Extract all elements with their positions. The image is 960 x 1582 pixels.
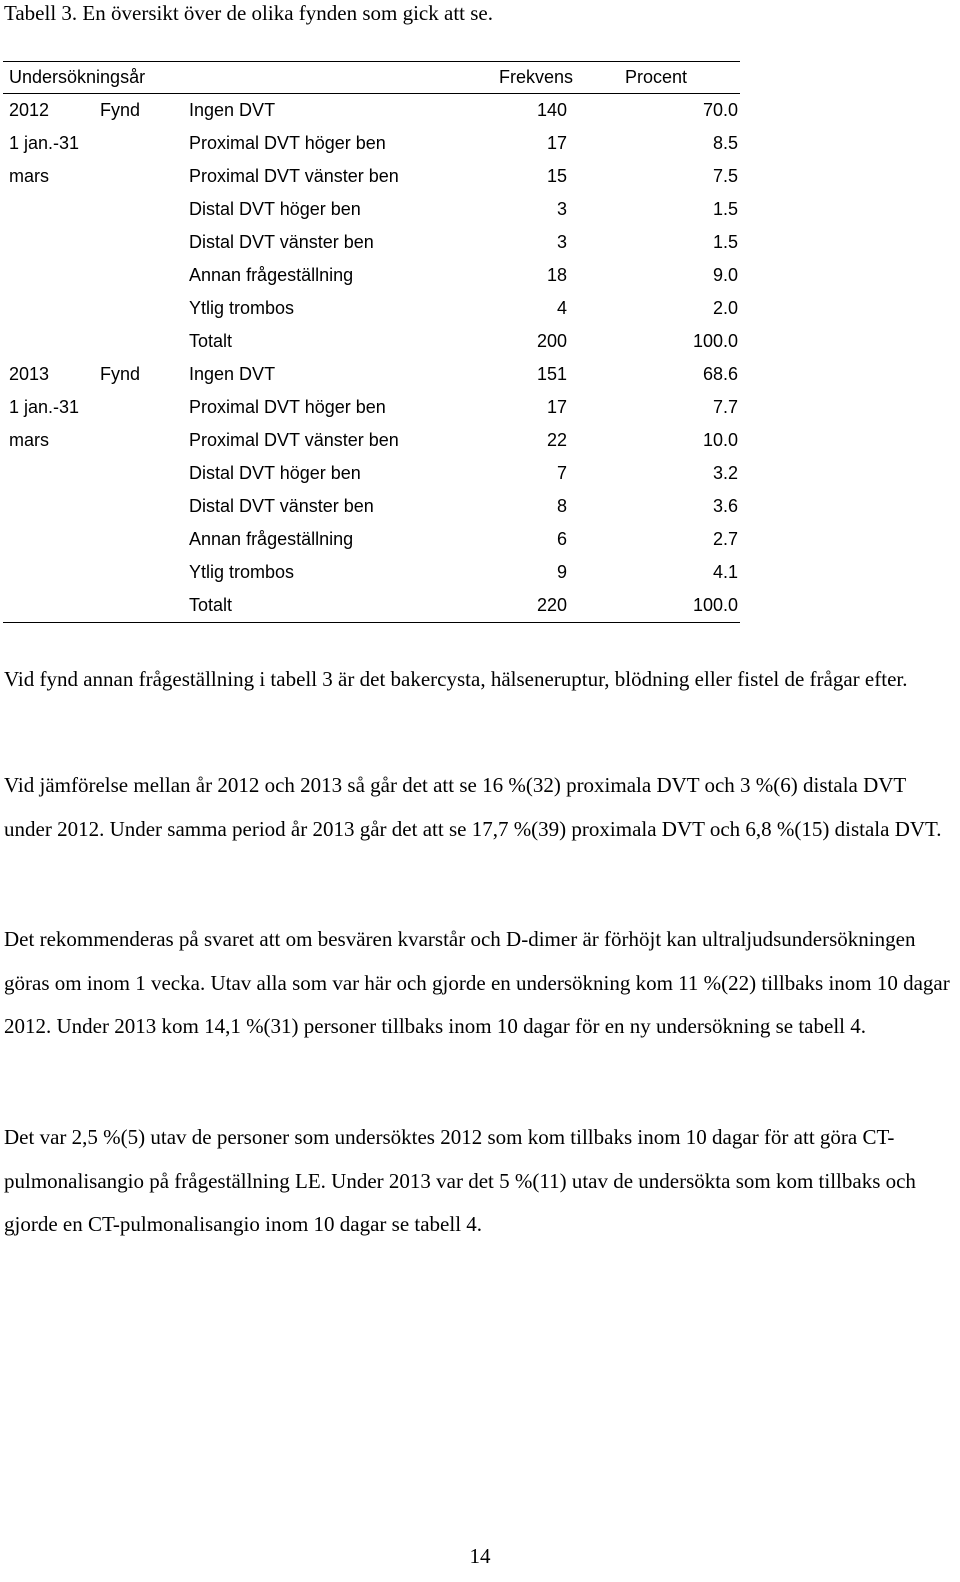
- group-period-end: mars: [9, 166, 49, 186]
- finding-label: Distal DVT vänster ben: [189, 496, 374, 516]
- table-row: [3, 424, 740, 457]
- finding-percent: 100.0: [692, 331, 739, 351]
- group-fynd-label: Fynd: [100, 364, 141, 384]
- finding-frequency: 17: [546, 397, 568, 417]
- header-frequency: Frekvens: [471, 62, 573, 94]
- finding-label: Proximal DVT höger ben: [189, 397, 386, 417]
- finding-frequency: 3: [557, 199, 568, 219]
- finding-frequency: 17: [546, 133, 568, 153]
- finding-percent: 7.7: [712, 397, 739, 417]
- header-year: Undersökningsår: [3, 62, 189, 94]
- finding-frequency: 6: [557, 529, 568, 549]
- finding-frequency: 151: [536, 364, 568, 384]
- table-caption: Tabell 3. En översikt över de olika fynden som gick att se.: [4, 1, 493, 25]
- findings-table: [3, 61, 740, 623]
- table-row: [3, 94, 740, 128]
- paragraph-comparison: Vid jämförelse mellan år 2012 och 2013 så går det att se 16 %(32) proximala DVT och 3 %(6) distala DVT under 2012. Under samma period år 2013 går det att se 17,7 %(39) proximala DVT och 6,8 %(15) distala DVT.: [4, 773, 942, 841]
- finding-label: Distal DVT höger ben: [189, 199, 361, 219]
- finding-percent: 3.6: [712, 496, 739, 516]
- finding-label: Proximal DVT vänster ben: [189, 430, 399, 450]
- paragraph-other-findings: Vid fynd annan frågeställning i tabell 3 är det bakercysta, hälseneruptur, blödning eller fistel de frågar efter.: [4, 667, 908, 691]
- finding-frequency: 220: [471, 589, 573, 623]
- finding-percent: 7.5: [712, 166, 739, 186]
- table-row: [3, 292, 740, 325]
- finding-percent: 3.2: [712, 463, 739, 483]
- finding-label: Proximal DVT vänster ben: [189, 166, 399, 186]
- finding-frequency: 22: [546, 430, 568, 450]
- group-year: 2012: [9, 100, 50, 120]
- finding-frequency: 18: [546, 265, 568, 285]
- paragraph-ct-followup: Det var 2,5 %(5) utav de personer som undersöktes 2012 som kom tillbaks inom 10 dagar för att göra CT-pulmonalisangio på frågeställning LE. Under 2013 var det 5 %(11) utav de undersökta som kom tillbaks och gjorde en CT-pulmonalisangio inom 10 dagar se tabell 4.: [4, 1125, 916, 1236]
- finding-frequency: 8: [557, 496, 568, 516]
- finding-label: Ingen DVT: [189, 364, 276, 384]
- finding-label: Distal DVT höger ben: [189, 463, 361, 483]
- header-percent: Procent: [573, 62, 740, 94]
- table-row: [3, 259, 740, 292]
- table-row: [3, 391, 740, 424]
- finding-percent: 2.7: [712, 529, 739, 549]
- finding-frequency: 140: [536, 100, 568, 120]
- page-number: 14: [469, 1544, 491, 1568]
- finding-percent: 4.1: [712, 562, 739, 582]
- group-period-end: mars: [9, 430, 49, 450]
- table-row: [3, 556, 740, 589]
- finding-frequency: 200: [536, 331, 568, 351]
- finding-percent: 10.0: [702, 430, 739, 450]
- paragraph-recommendation: Det rekommenderas på svaret att om besvären kvarstår och D-dimer är förhöjt kan ultraljudsundersökningen göras om inom 1 vecka. Utav alla som var här och gjorde en undersökning kom 11 %(22) tillbaks inom 10 dagar 2012. Under 2013 kom 14,1 %(31) personer tillbaks inom 10 dagar för en ny undersökning se tabell 4.: [4, 927, 950, 1038]
- finding-label: Totalt: [189, 331, 233, 351]
- finding-percent: 8.5: [712, 133, 739, 153]
- finding-label: Distal DVT vänster ben: [189, 232, 374, 252]
- table-row: [3, 193, 740, 226]
- finding-frequency: 15: [546, 166, 568, 186]
- finding-frequency: 4: [557, 298, 568, 318]
- group-period-start: 1 jan.-31: [9, 133, 80, 153]
- table-row: [3, 523, 740, 556]
- table-row: [3, 358, 740, 391]
- table-header-row: [3, 62, 740, 94]
- finding-label: Ytlig trombos: [189, 562, 295, 582]
- finding-frequency: 7: [557, 463, 568, 483]
- finding-label: Totalt: [189, 589, 471, 623]
- group-period-start: 1 jan.-31: [9, 397, 80, 417]
- table-row: [3, 457, 740, 490]
- finding-percent: 1.5: [712, 232, 739, 252]
- finding-frequency: 3: [557, 232, 568, 252]
- table-body: [3, 94, 740, 623]
- finding-percent: 100.0: [573, 589, 740, 623]
- finding-percent: 9.0: [712, 265, 739, 285]
- finding-label: Annan frågeställning: [189, 529, 354, 549]
- finding-label: Annan frågeställning: [189, 265, 354, 285]
- table-row: [3, 490, 740, 523]
- finding-label: Proximal DVT höger ben: [189, 133, 386, 153]
- finding-percent: 1.5: [712, 199, 739, 219]
- table-row: [3, 325, 740, 358]
- finding-frequency: 9: [557, 562, 568, 582]
- table-row: [3, 226, 740, 259]
- table-row: [3, 160, 740, 193]
- finding-percent: 70.0: [702, 100, 739, 120]
- finding-label: Ytlig trombos: [189, 298, 295, 318]
- finding-percent: 68.6: [702, 364, 739, 384]
- group-year: 2013: [9, 364, 50, 384]
- table-row: [3, 589, 740, 623]
- group-fynd-label: Fynd: [100, 100, 141, 120]
- table-row: [3, 127, 740, 160]
- finding-percent: 2.0: [712, 298, 739, 318]
- finding-label: Ingen DVT: [189, 100, 276, 120]
